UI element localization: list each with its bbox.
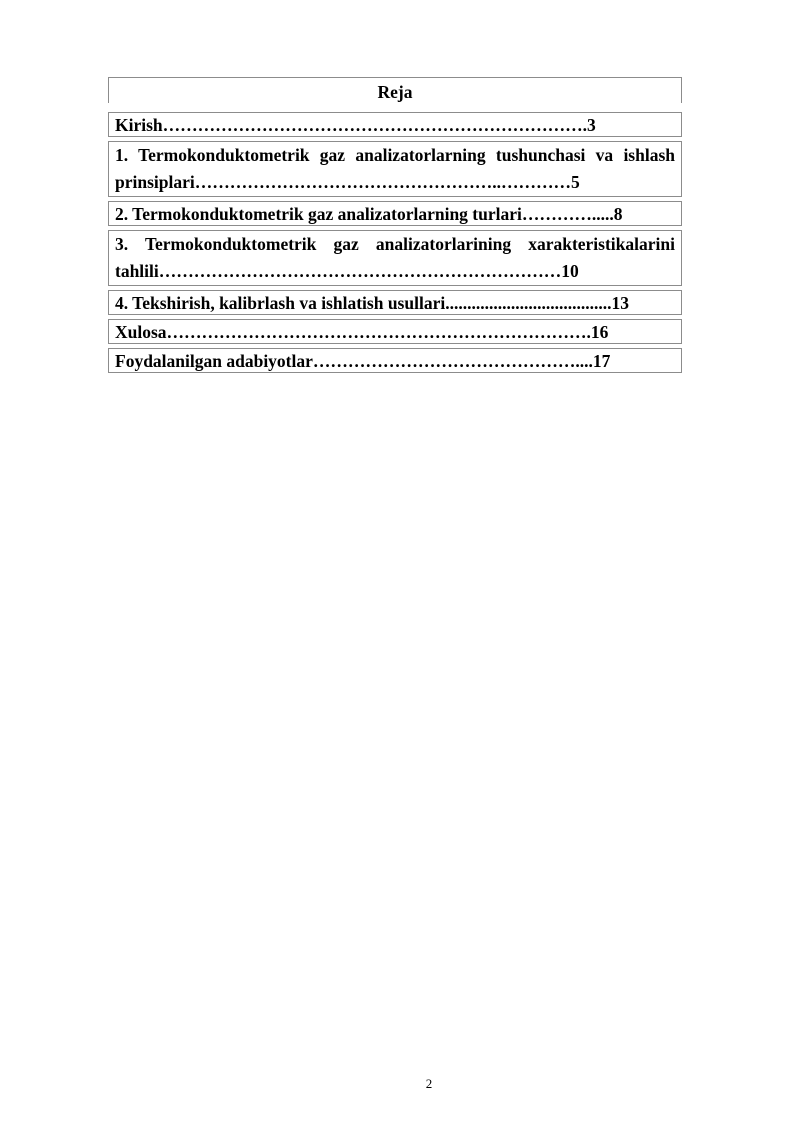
toc-entry-text: 4. Tekshirish, kalibrlash va ishlatish usullari......................................13 <box>115 293 629 313</box>
toc-entry-text: tahlili……………………………………………………………10 <box>115 261 579 281</box>
toc-entry-references <box>108 348 682 373</box>
toc-entry-text: Kirish……………………………………………………………….3 <box>115 115 596 135</box>
toc-entry-text: Foydalanilgan adabiyotlar………………………………………....17 <box>115 351 611 371</box>
toc-heading: Reja <box>377 82 413 102</box>
toc-entry-section-2 <box>108 201 682 226</box>
toc-heading-box <box>108 77 682 103</box>
toc-entry-text: 2. Termokonduktometrik gaz analizatorlarning turlari………….....8 <box>115 204 623 224</box>
toc-entry-section-3 <box>108 230 682 286</box>
page-number: 2 <box>425 1076 433 1091</box>
toc-entry-section-1 <box>108 141 682 197</box>
toc-entry-text: Xulosa……………………………………………………………….16 <box>115 322 609 342</box>
table-of-contents <box>108 77 682 377</box>
toc-entry-section-4 <box>108 290 682 315</box>
toc-entry-conclusion <box>108 319 682 344</box>
toc-entry-text: prinsiplari……………………………………………..…………5 <box>115 172 580 192</box>
toc-entry-text: 1. Termokonduktometrik gaz analizatorlarning tushunchasi va ishlash <box>115 145 675 165</box>
toc-entry-text: 3. Termokonduktometrik gaz analizatorlarining xarakteristikalarini <box>115 234 675 254</box>
toc-entry-introduction <box>108 112 682 137</box>
